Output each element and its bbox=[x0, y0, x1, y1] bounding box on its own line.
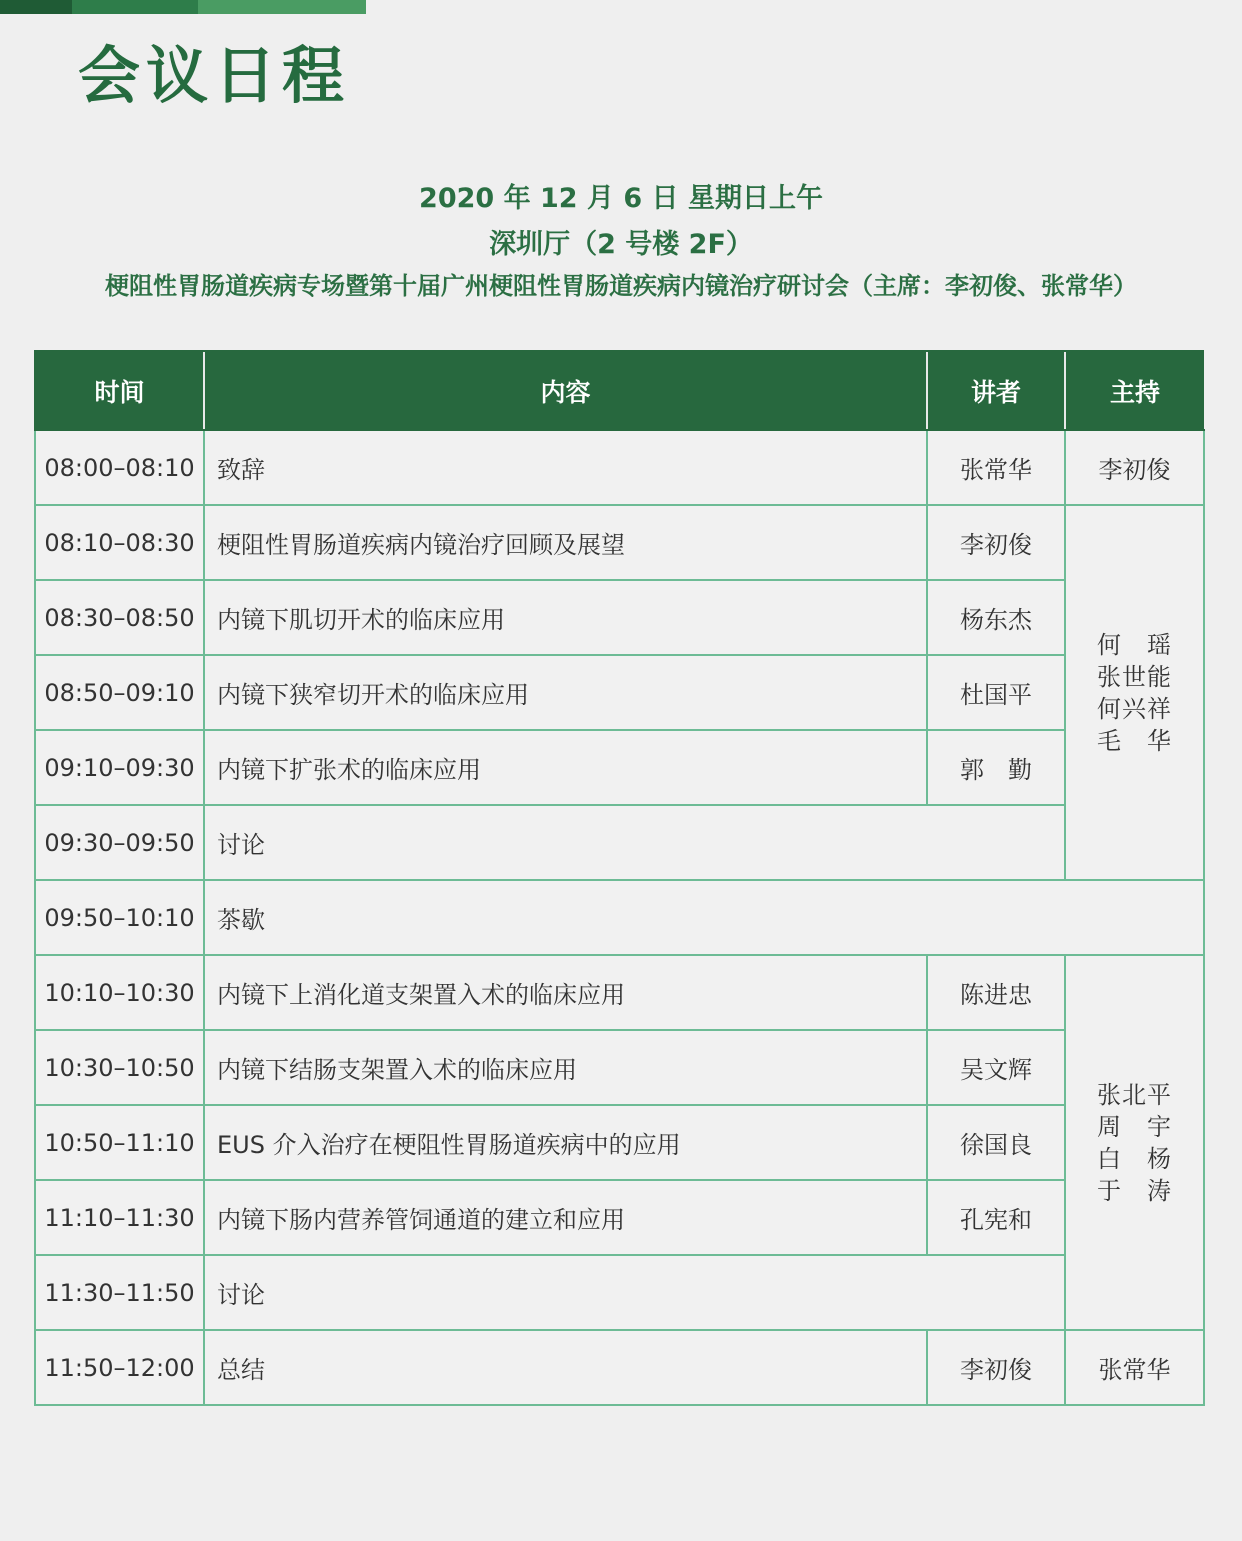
table-row bbox=[35, 1330, 1204, 1405]
speaker-cell: 李初俊 bbox=[927, 1330, 1065, 1405]
content-cell: 梗阻性胃肠道疾病内镜治疗回顾及展望 bbox=[204, 505, 927, 580]
accent-segment bbox=[0, 0, 72, 14]
speaker-cell: 徐国良 bbox=[927, 1105, 1065, 1180]
table-row bbox=[35, 1105, 1204, 1180]
host-group-cell bbox=[1065, 505, 1204, 880]
host-name: 张世能 bbox=[1097, 662, 1172, 691]
content-cell: 内镜下肌切开术的临床应用 bbox=[204, 580, 927, 655]
host-group-cell bbox=[1065, 955, 1204, 1330]
content-cell: 内镜下结肠支架置入术的临床应用 bbox=[204, 1030, 927, 1105]
table-row bbox=[35, 430, 1204, 505]
top-accent-bar bbox=[0, 0, 366, 14]
table-row bbox=[35, 505, 1204, 580]
time-cell: 09:30–09:50 bbox=[35, 805, 204, 880]
header-time: 时间 bbox=[35, 351, 204, 430]
content-cell: 内镜下上消化道支架置入术的临床应用 bbox=[204, 955, 927, 1030]
time-cell: 11:30–11:50 bbox=[35, 1255, 204, 1330]
time-cell: 08:10–08:30 bbox=[35, 505, 204, 580]
header-host: 主持 bbox=[1065, 351, 1204, 430]
content-cell: 讨论 bbox=[204, 805, 1065, 880]
host-name: 何 瑶 bbox=[1097, 630, 1172, 659]
host-list bbox=[1097, 629, 1172, 757]
topic-line: 梗阻性胃肠道疾病专场暨第十届广州梗阻性胃肠道疾病内镜治疗研讨会（主席：李初俊、张常华） bbox=[105, 272, 1137, 300]
time-cell: 09:10–09:30 bbox=[35, 730, 204, 805]
table-row bbox=[35, 1180, 1204, 1255]
host-name: 白 杨 bbox=[1097, 1144, 1172, 1173]
header-content: 内容 bbox=[204, 351, 927, 430]
table-row bbox=[35, 880, 1204, 955]
table-row bbox=[35, 655, 1204, 730]
header-speaker: 讲者 bbox=[927, 351, 1065, 430]
host-name: 何兴祥 bbox=[1097, 694, 1172, 723]
host-name: 周 宇 bbox=[1097, 1112, 1172, 1141]
speaker-cell: 陈进忠 bbox=[927, 955, 1065, 1030]
table-row bbox=[35, 955, 1204, 1030]
speaker-cell: 吴文辉 bbox=[927, 1030, 1065, 1105]
content-cell: 讨论 bbox=[204, 1255, 1065, 1330]
time-cell: 08:30–08:50 bbox=[35, 580, 204, 655]
host-cell: 李初俊 bbox=[1065, 430, 1204, 505]
room-line: 深圳厅（2 号楼 2F） bbox=[489, 229, 753, 260]
speaker-cell: 杨东杰 bbox=[927, 580, 1065, 655]
time-cell: 10:10–10:30 bbox=[35, 955, 204, 1030]
speaker-cell: 张常华 bbox=[927, 430, 1065, 505]
time-cell: 10:30–10:50 bbox=[35, 1030, 204, 1105]
content-cell: EUS 介入治疗在梗阻性胃肠道疾病中的应用 bbox=[204, 1105, 927, 1180]
table-row bbox=[35, 730, 1204, 805]
time-cell: 09:50–10:10 bbox=[35, 880, 204, 955]
host-name: 毛 华 bbox=[1097, 726, 1172, 755]
content-cell: 茶歇 bbox=[204, 880, 1204, 955]
speaker-cell: 孔宪和 bbox=[927, 1180, 1065, 1255]
content-cell: 内镜下肠内营养管饲通道的建立和应用 bbox=[204, 1180, 927, 1255]
page-title: 会议日程 bbox=[78, 39, 351, 112]
table-row bbox=[35, 805, 1204, 880]
accent-segment bbox=[198, 0, 366, 14]
host-name: 张北平 bbox=[1097, 1080, 1172, 1109]
host-list bbox=[1097, 1079, 1172, 1207]
host-name: 于 涛 bbox=[1097, 1176, 1172, 1205]
time-cell: 10:50–11:10 bbox=[35, 1105, 204, 1180]
table-row bbox=[35, 580, 1204, 655]
time-cell: 11:50–12:00 bbox=[35, 1330, 204, 1405]
host-cell: 张常华 bbox=[1065, 1330, 1204, 1405]
speaker-cell: 李初俊 bbox=[927, 505, 1065, 580]
content-cell: 致辞 bbox=[204, 430, 927, 505]
time-cell: 11:10–11:30 bbox=[35, 1180, 204, 1255]
table-header-row bbox=[35, 351, 1204, 430]
time-cell: 08:50–09:10 bbox=[35, 655, 204, 730]
speaker-cell: 郭 勤 bbox=[927, 730, 1065, 805]
accent-segment bbox=[72, 0, 198, 14]
content-cell: 总结 bbox=[204, 1330, 927, 1405]
date-line: 2020 年 12 月 6 日 星期日上午 bbox=[419, 183, 823, 214]
table-row bbox=[35, 1030, 1204, 1105]
content-cell: 内镜下扩张术的临床应用 bbox=[204, 730, 927, 805]
table-row bbox=[35, 1255, 1204, 1330]
time-cell: 08:00–08:10 bbox=[35, 430, 204, 505]
speaker-cell: 杜国平 bbox=[927, 655, 1065, 730]
content-cell: 内镜下狭窄切开术的临床应用 bbox=[204, 655, 927, 730]
schedule-table bbox=[34, 350, 1205, 1406]
